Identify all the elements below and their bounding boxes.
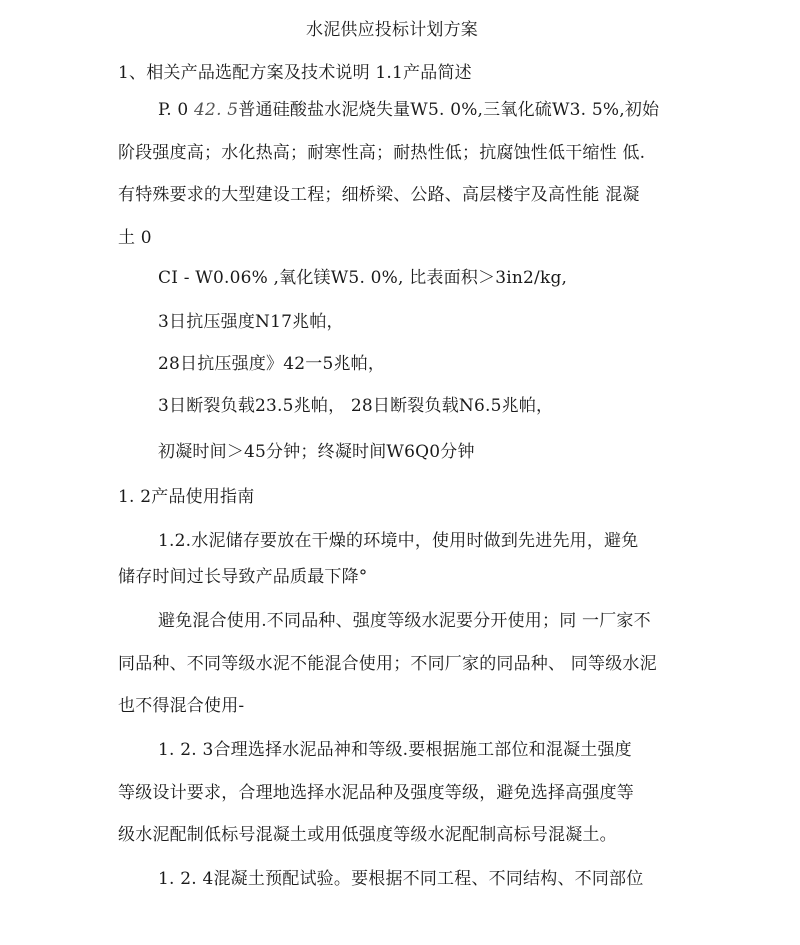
paragraph-2-line: 也不得混合使用- — [118, 696, 245, 716]
intro-line-1-rest: 普通硅酸盐水泥烧失量W5. 0%,三氧化硫W3. 5%,初始 — [238, 100, 660, 120]
intro-prefix: P. 0 — [158, 100, 195, 120]
section-heading-2: 1. 2产品使用指南 — [118, 487, 255, 507]
spec-line: 3日断裂负载23.5兆帕， 28日断裂负载N6.5兆帕， — [158, 396, 554, 416]
paragraph-3-line: 1. 2. 3合理选择水泥品神和等级.要根据施工部位和混凝土强度 — [158, 740, 632, 760]
paragraph-2-line: 同品种、不同等级水泥不能混合使用；不同厂家的同品种、 同等级水泥 — [118, 654, 657, 674]
section-heading-1: 1、相关产品选配方案及技术说明 1.1产品简述 — [118, 63, 472, 83]
intro-line-1 — [158, 99, 659, 121]
paragraph-2-line: 避免混合使用.不同品种、强度等级水泥要分开使用；同 一厂家不 — [158, 611, 651, 631]
paragraph-1-line: 储存时间过长导致产品质最下降° — [118, 567, 368, 587]
paragraph-3-line: 级水泥配制低标号混凝土或用低强度等级水泥配制高标号混凝土。 — [118, 825, 617, 845]
spec-line: 3日抗压强度N17兆帕， — [158, 312, 344, 332]
intro-line-3: 有特殊要求的大型建设工程；细桥梁、公路、高层楼宇及高性能 混凝 — [118, 185, 640, 205]
intro-grade-italic: 42. 5 — [194, 100, 239, 120]
document-title: 水泥供应投标计划方案 — [306, 20, 478, 40]
spec-line: CI - W0.06% ,氧化镁W5. 0%, 比表面积＞3in2/kg, — [158, 268, 568, 288]
paragraph-3-line: 等级设计要求，合理地选择水泥品种及强度等级，避免选择高强度等 — [118, 783, 634, 803]
intro-line-4: 土 0 — [118, 228, 152, 248]
paragraph-1-line: 1.2.水泥储存要放在干燥的环境中，使用时做到先进先用，避免 — [158, 531, 639, 551]
intro-line-2: 阶段强度高；水化热高；耐寒性高；耐热性低；抗腐蚀性低干缩性 低. — [118, 143, 646, 163]
paragraph-4-line: 1. 2. 4混凝土预配试验。要根据不同工程、不同结构、不同部位 — [158, 869, 644, 889]
spec-line: 初凝时间＞45分钟；终凝时间W6Q0分钟 — [158, 442, 475, 462]
spec-line: 28日抗压强度》42一5兆帕， — [158, 354, 386, 374]
